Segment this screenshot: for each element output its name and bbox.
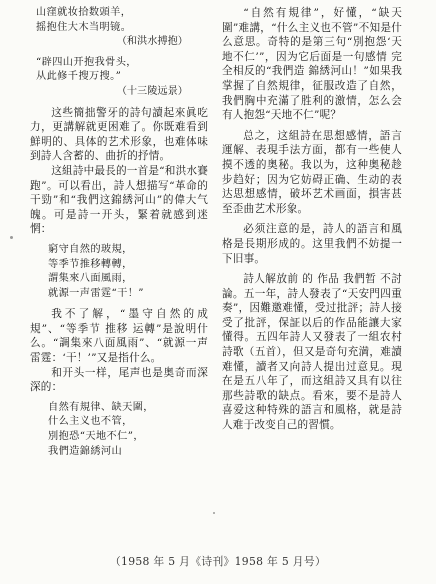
paragraph: 必须注意的是，詩人的語言和風格是長期形成的。这里我們不妨提一下旧事。: [222, 223, 402, 265]
paragraph: 和开头一样，尾声也是奥奇而深深的：: [30, 366, 208, 394]
right-column: [222, 6, 402, 433]
source-caption: （1958 年 5 月《诗刊》1958 年 5 月号）: [109, 555, 327, 568]
verse-source: （十三陵远景）: [116, 85, 188, 97]
verse-line: 就源一声雷霆“干！”: [48, 287, 144, 299]
verse-line: 自然有規律、缺天圍，: [48, 401, 154, 413]
verse-line: 山窪就妆拾数頭羊，: [36, 7, 132, 18]
paragraph: 总之，这組詩在思想感情，語言運解、表現手法方面，都有一些使人摸不透的奥秘。我以为，这种奥秘趁步趋好；因为它妨碍正确、生动的表达思想感情，破坏艺术画面，損害甚至歪曲艺术形象。: [222, 129, 402, 215]
verse-line: 摇抱住大木当明镜。: [36, 21, 132, 33]
verse-line: 別抱恐“天地不仁”，: [48, 431, 144, 443]
paragraph: 詩人解放前 的 作品 我們暂 不討論。五一年，詩人發表了“天安門四重奏”，因難邀难懂，受过批評；詩人接受了批評，保証以后的作品能讓大家懂得。五四年詩人又發表了一組农村詩歌（五首），但又是奇句充満，难讀难懂，讀者又向詩人提出过意見。現在是五八年了，而这組詩又具有以往那些詩歌的缺点。看來，要不是詩人喜爱这种特殊的語言和風格，就是詩人难于改变自己的習慣。: [222, 273, 402, 432]
left-column: [30, 6, 208, 459]
paragraph: 这些簡拙警牙的詩句讀起來眞吃力，更講解就更困难了。你既难看到鮮明的、具体的艺术形象，也难体味到詩人含蓄的、曲折的抒情。: [30, 106, 208, 163]
paragraph: 这組詩中最長的一首是“和洪水賽跑”。可以看出，詩人想描写“革命的干勁”和“我們这錦綉河山”的偉大气魄。可是詩一开头，緊着就感到迷惘：: [30, 164, 208, 236]
verse-source: （和洪水搏抱）: [116, 36, 188, 48]
print-speck: [213, 512, 215, 514]
verse-line: 从此修千搜万搜。”: [36, 71, 122, 83]
verse-line: 等季节推移轉轉，: [48, 258, 133, 270]
verse-line: “辟四山开抱我骨头，: [36, 56, 137, 68]
verse-line: 謂集來八面風雨，: [48, 273, 133, 285]
verse-line: 什么主义也不管，: [48, 416, 133, 428]
paragraph: “自然有規律”，好懂，“缺天圍”难講，“什么主义也不管”不知是什么意思。奇特的是第三句“別抱怨‘天地不仁’”，因为它后面是一句感情 完全相反的“我們造 錦綉河山！”如果我掌握了自然規律，征服改造了自然，我們胸中充滿了胜利的激情，怎么会有人抱怨“天地不仁”呢？: [222, 7, 402, 122]
verse-line: 窮守自然的玻規，: [48, 243, 133, 255]
paragraph: 我不了解，“墨守自然的成規”、“等季节 推移 运轉”是說明什么。“調集來八面風雨”、“就源一声雷霆：‘干！’”又是指什么。: [30, 308, 208, 365]
verse-line: 我們造錦綉河山: [48, 445, 123, 457]
print-speck: [10, 236, 13, 239]
